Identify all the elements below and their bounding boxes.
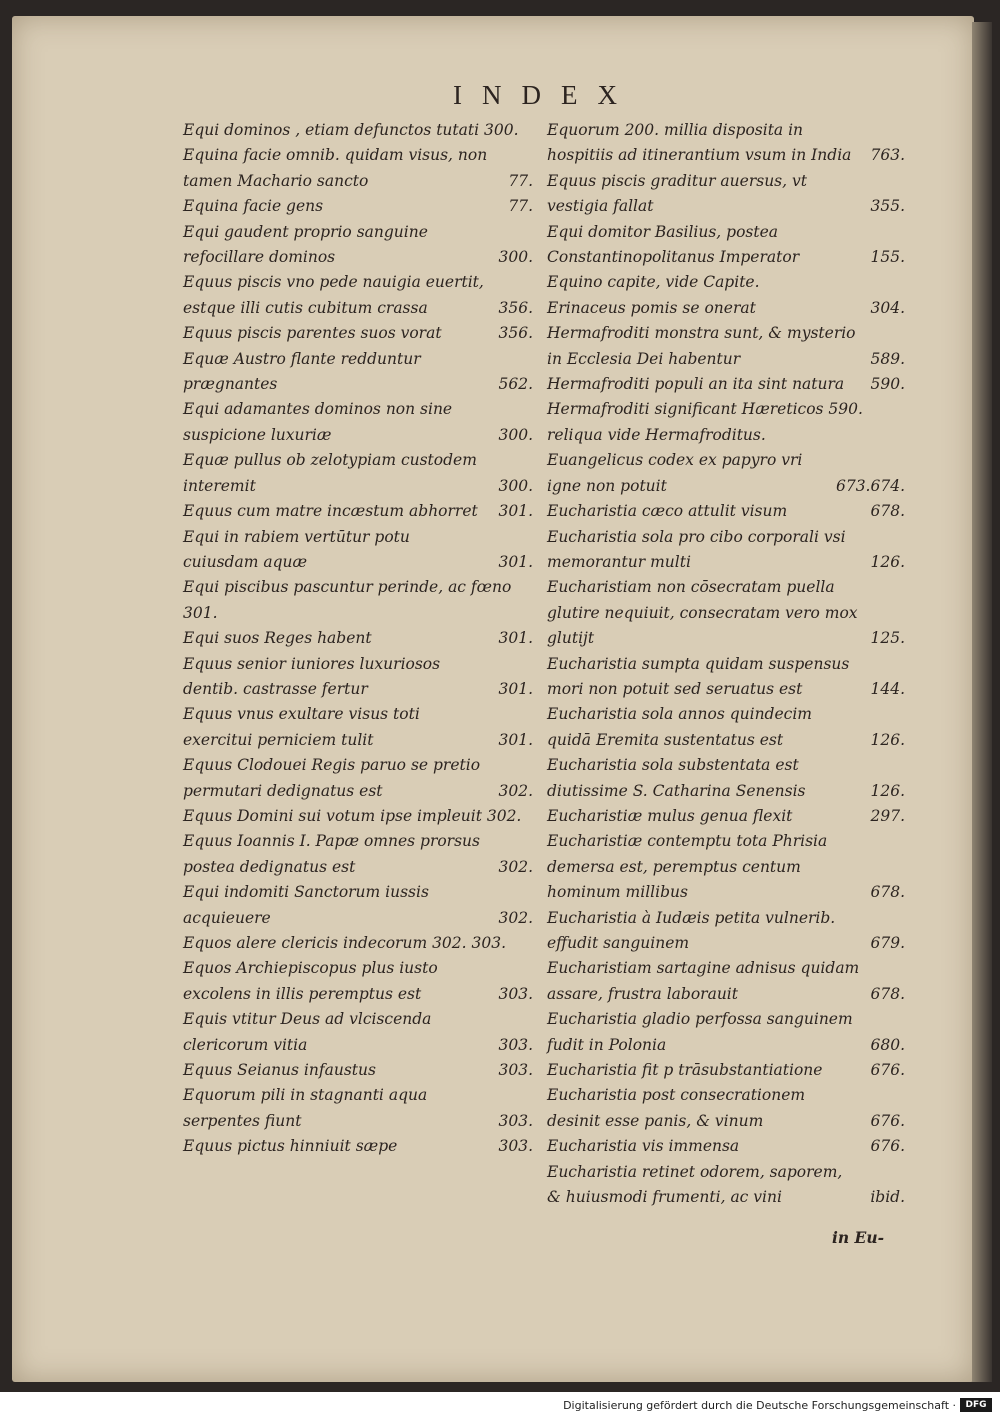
index-entry-text: Euangelicus codex ex papyro vri igne non potuit: [547, 451, 803, 495]
index-entry: [183, 397, 533, 448]
index-entry-page: 355.: [870, 197, 905, 216]
index-entry-text: Equos Archiepiscopus plus iusto excolens in illis peremptus est: [183, 959, 438, 1003]
index-entry-page: 763.: [870, 146, 905, 165]
index-entry-page: 676.: [870, 1137, 905, 1156]
index-entry-text: Eucharistia post consecrationem desinit esse panis, & vinum: [547, 1086, 806, 1130]
index-entry-page: 300.: [498, 248, 533, 267]
index-entry: [547, 906, 905, 957]
index-entry-page: 676.: [870, 1111, 905, 1130]
index-entry-page: 301.: [498, 502, 533, 521]
index-entry-page: 356.: [498, 324, 533, 343]
index-entry-text: Eucharistia gladio perfossa sanguinem fudit in Polonia: [547, 1010, 853, 1054]
index-entry: [183, 1134, 533, 1159]
index-entry: [547, 1083, 905, 1134]
index-entry: [183, 194, 533, 219]
left-column: [183, 118, 533, 1160]
index-entry-text: Eucharistia sumpta quidam suspensus mori non potuit sed seruatus est: [547, 654, 850, 698]
index-entry-page: 678.: [870, 984, 905, 1003]
index-entry-text: Eucharistia vis immensa: [547, 1137, 740, 1156]
index-entry-page: 562.: [498, 375, 533, 394]
index-entry-text: Equus Seianus infaustus: [183, 1061, 376, 1080]
index-entry-page: 126.: [870, 552, 905, 571]
index-entry-text: Equi adamantes dominos non sine suspicione luxuriæ: [183, 400, 453, 444]
index-entry-page: 301.: [498, 679, 533, 698]
index-entry-page: 77.: [508, 171, 533, 190]
index-entry-text: Equæ pullus ob zelotypiam custodem interemit: [183, 451, 477, 495]
index-entry: [547, 1160, 905, 1211]
catchword: in Eu-: [832, 1228, 885, 1247]
index-entry-text: Equus senior iuniores luxuriosos dentib. castrasse fertur: [183, 654, 441, 698]
index-entry-text: Equis vtitur Deus ad vlciscenda clericorum vitia: [183, 1010, 432, 1054]
index-entry-text: Equæ Austro flante redduntur prægnantes: [183, 349, 421, 394]
index-entry-text: Equus cum matre incæstum abhorret: [183, 502, 478, 521]
index-entry: [547, 372, 905, 397]
index-entry: [183, 525, 533, 576]
index-entry-page: 673.674.: [835, 476, 905, 495]
index-entry: [183, 499, 533, 524]
index-entry-page: 303.: [498, 984, 533, 1003]
index-entry: [547, 1058, 905, 1083]
index-entry-page: 126.: [870, 730, 905, 749]
footer-bar: [0, 1392, 1000, 1419]
index-entry-text: Eucharistia à Iudæis petita vulnerib. effudit sanguinem: [547, 908, 836, 952]
index-entry: [183, 321, 533, 346]
index-entry-page: 590.: [870, 375, 905, 394]
index-entry-page: 589.: [870, 349, 905, 368]
index-entry-page: 303.: [498, 1137, 533, 1156]
index-entry-text: Eucharistia cæco attulit visum: [547, 502, 788, 521]
index-entry: [547, 321, 905, 372]
index-entry-text: Eucharistiam sartagine adnisus quidam assare, frustra laborauit: [547, 959, 860, 1003]
index-entry: [183, 1083, 533, 1134]
index-entry: [183, 626, 533, 651]
index-entry: [183, 575, 533, 626]
index-entry: [183, 652, 533, 703]
index-entry-text: Equina facie omnib. quidam visus, non tamen Machario sancto: [183, 146, 488, 190]
index-entry: [547, 575, 905, 651]
index-entry-page: 155.: [870, 248, 905, 267]
index-entry-page: 302.: [498, 908, 533, 927]
index-entry: [183, 118, 533, 143]
index-entry-page: 77.: [508, 197, 533, 216]
index-entry-text: Erinaceus pomis se onerat: [547, 298, 756, 317]
index-entry: [183, 880, 533, 931]
index-entry: [547, 118, 905, 169]
index-entry: [547, 220, 905, 271]
index-entry-page: 304.: [870, 298, 905, 317]
index-entry-text: Equus pictus hinniuit sæpe: [183, 1137, 398, 1156]
index-entry: [183, 220, 533, 271]
index-entry-page: 676.: [870, 1061, 905, 1080]
index-entry: [547, 169, 905, 220]
index-entry-text: Eucharistia sola substentata est diutissime S. Catharina Senensis: [547, 756, 806, 800]
index-entry: [183, 753, 533, 804]
index-entry-text: Hermafroditi significant Hæreticos 590. reliqua vide Hermafroditus.: [547, 400, 863, 444]
index-entry: [547, 1134, 905, 1159]
index-entry-text: Equi domitor Basilius, postea Constantinopolitanus Imperator: [547, 222, 800, 267]
index-entry-text: Equi gaudent proprio sanguine refocillare dominos: [183, 222, 428, 267]
page-header: INDEX: [453, 80, 637, 110]
index-entry-text: Equus vnus exultare visus toti exercitui perniciem tulit: [183, 705, 420, 749]
index-entry-text: Eucharistiæ contemptu tota Phrisia demersa est, peremptus centum hominum millibus: [547, 832, 828, 902]
index-entry: [547, 829, 905, 905]
index-entry: [183, 143, 533, 194]
index-entry-text: Hermafroditi populi an ita sint natura: [547, 375, 845, 394]
index-entry-page: 297.: [870, 806, 905, 825]
index-entry: [547, 1007, 905, 1058]
index-entry: [183, 1007, 533, 1058]
index-entry: [183, 931, 533, 956]
index-entry-text: Equus Ioannis I. Papæ omnes prorsus postea dedignatus est: [183, 832, 480, 876]
index-entry-text: Equi indomiti Sanctorum iussis acquieuere: [183, 883, 429, 927]
index-entry-text: Hermafroditi monstra sunt, & mysterio in Ecclesia Dei habentur: [547, 324, 856, 368]
index-entry-text: Eucharistiæ mulus genua flexit: [547, 806, 793, 825]
index-entry-text: Equus piscis vno pede nauigia euertit, estque illi cutis cubitum crassa: [183, 273, 484, 317]
index-entry-page: 300.: [498, 425, 533, 444]
index-entry-page: 301.: [498, 552, 533, 571]
index-entry-text: Equina facie gens: [183, 197, 324, 216]
index-entry-text: Equus Clodouei Regis paruo se pretio permutari dedignatus est: [183, 756, 481, 800]
index-entry-text: Equus piscis parentes suos vorat: [183, 324, 442, 343]
index-entry: [183, 1058, 533, 1083]
index-entry: [547, 525, 905, 576]
index-entry-text: Equi piscibus pascuntur perinde, ac fœno 301.: [183, 578, 512, 622]
index-entry-text: Eucharistia fit p trāsubstantiatione: [547, 1061, 823, 1080]
page-edge: [972, 22, 992, 1382]
index-entry-text: Eucharistia sola annos quindecim quidā Eremita sustentatus est: [547, 705, 812, 749]
right-column: [547, 118, 905, 1210]
dfg-logo: DFG: [960, 1398, 992, 1412]
index-entry: [547, 270, 905, 295]
index-entry-text: Equi in rabiem vertūtur potu cuiusdam aquæ: [183, 527, 410, 571]
index-entry-text: Equus piscis graditur auersus, vt vestigia fallat: [547, 171, 807, 216]
index-entry: [547, 296, 905, 321]
index-entry-page: 302.: [498, 857, 533, 876]
index-entry: [183, 448, 533, 499]
index-entry: [183, 829, 533, 880]
index-entry-page: 301.: [498, 730, 533, 749]
index-entry-page: 679.: [870, 934, 905, 952]
index-entry: [183, 956, 533, 1007]
index-entry-text: Eucharistiam non cōsecratam puella glutire nequiuit, consecratam vero mox glutijt: [547, 578, 858, 648]
index-entry-page: 302.: [498, 781, 533, 800]
index-entry-text: Equi suos Reges habent: [183, 629, 372, 648]
index-entry: [547, 956, 905, 1007]
footer-credit: Digitalisierung gefördert durch die Deutsche Forschungsgemeinschaft ·: [563, 1399, 956, 1412]
index-entry: [183, 702, 533, 753]
index-entry: [547, 804, 905, 829]
index-entry-page: 303.: [498, 1111, 533, 1130]
index-entry-page: 303.: [498, 1035, 533, 1054]
index-entry-page: 356.: [498, 298, 533, 317]
index-entry-page: 301.: [498, 629, 533, 648]
index-entry-page: 303.: [498, 1061, 533, 1080]
index-entry-text: Equos alere clericis indecorum 302. 303.: [183, 934, 507, 952]
index-entry-page: 678.: [870, 883, 905, 902]
index-entry: [547, 448, 905, 499]
index-entry-text: Equorum 200. millia disposita in hospitiis ad itinerantium vsum in India: [547, 121, 852, 165]
index-entry: [183, 347, 533, 398]
index-entry-text: Equorum pili in stagnanti aqua serpentes fiunt: [183, 1086, 428, 1130]
index-entry-text: Equino capite, vide Capite.: [547, 273, 760, 292]
index-entry-text: Eucharistia retinet odorem, saporem, & huiusmodi frumenti, ac vini: [547, 1162, 843, 1207]
index-entry: [547, 702, 905, 753]
index-entry: [547, 652, 905, 703]
index-entry-text: Equi dominos , etiam defunctos tutati 300.: [183, 121, 519, 139]
index-entry-page: 680.: [870, 1035, 905, 1054]
index-entry-page: ibid.: [870, 1188, 905, 1207]
index-entry-page: 300.: [498, 476, 533, 495]
index-entry-text: Eucharistia sola pro cibo corporali vsi memorantur multi: [547, 527, 846, 571]
index-entry-page: 144.: [870, 679, 905, 698]
index-entry: [547, 499, 905, 524]
index-entry: [183, 804, 533, 829]
index-entry-text: Equus Domini sui votum ipse impleuit 302.: [183, 806, 522, 825]
index-entry-page: 678.: [870, 502, 905, 521]
index-entry-page: 126.: [870, 781, 905, 800]
index-entry: [547, 397, 905, 448]
index-entry-page: 125.: [870, 629, 905, 648]
index-entry: [547, 753, 905, 804]
index-entry: [183, 270, 533, 321]
